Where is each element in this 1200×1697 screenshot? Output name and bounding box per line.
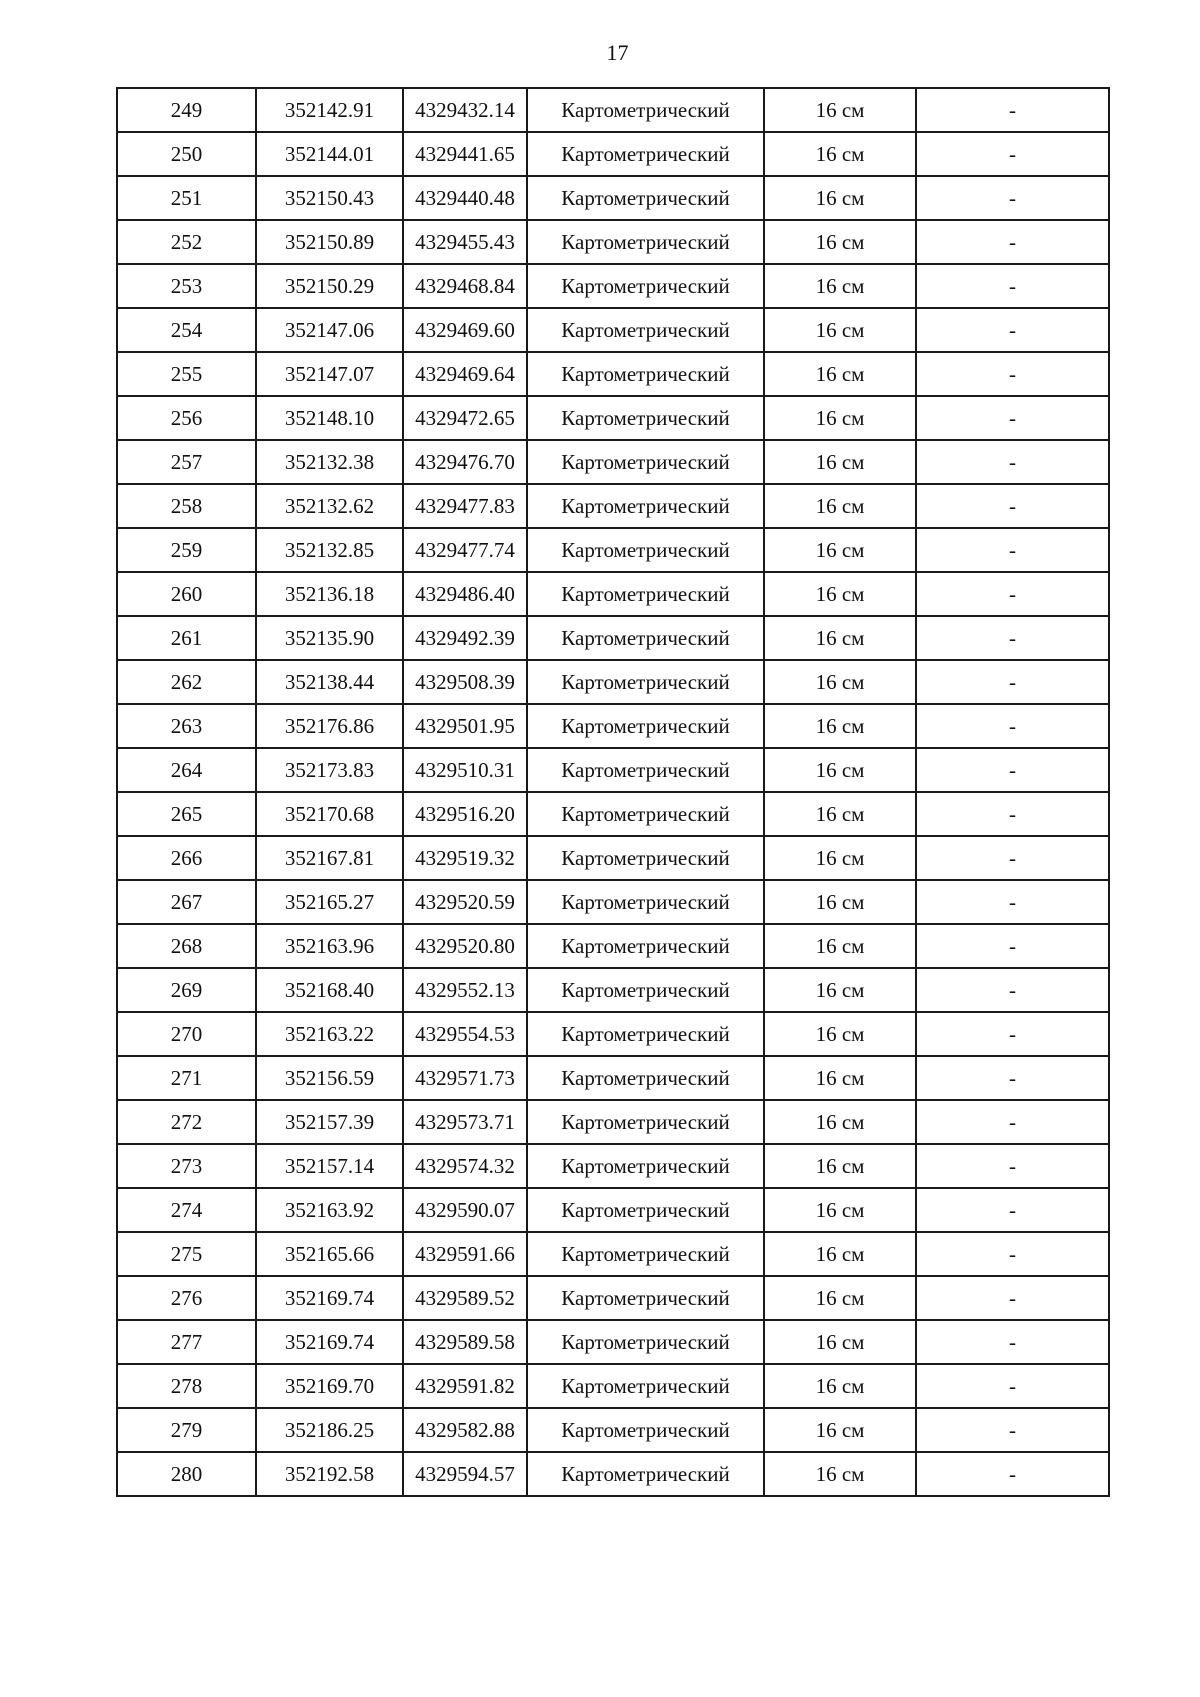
y-coordinate-cell: 4329591.82 (403, 1364, 527, 1408)
point-number-cell: 274 (117, 1188, 256, 1232)
point-number-cell: 254 (117, 308, 256, 352)
accuracy-cell: 16 см (764, 1012, 916, 1056)
x-coordinate-cell: 352163.22 (256, 1012, 403, 1056)
y-coordinate-cell: 4329477.83 (403, 484, 527, 528)
accuracy-cell: 16 см (764, 1056, 916, 1100)
note-cell: - (916, 1188, 1109, 1232)
accuracy-cell: 16 см (764, 704, 916, 748)
accuracy-cell: 16 см (764, 176, 916, 220)
point-number-cell: 270 (117, 1012, 256, 1056)
y-coordinate-cell: 4329441.65 (403, 132, 527, 176)
table-row (117, 88, 1109, 132)
point-number-cell: 262 (117, 660, 256, 704)
note-cell: - (916, 88, 1109, 132)
method-cell: Картометрический (527, 572, 764, 616)
method-cell: Картометрический (527, 1452, 764, 1496)
accuracy-cell: 16 см (764, 924, 916, 968)
note-cell: - (916, 836, 1109, 880)
y-coordinate-cell: 4329582.88 (403, 1408, 527, 1452)
table-row (117, 792, 1109, 836)
note-cell: - (916, 660, 1109, 704)
method-cell: Картометрический (527, 1320, 764, 1364)
table-row (117, 704, 1109, 748)
y-coordinate-cell: 4329516.20 (403, 792, 527, 836)
accuracy-cell: 16 см (764, 484, 916, 528)
y-coordinate-cell: 4329501.95 (403, 704, 527, 748)
x-coordinate-cell: 352163.92 (256, 1188, 403, 1232)
note-cell: - (916, 924, 1109, 968)
x-coordinate-cell: 352144.01 (256, 132, 403, 176)
y-coordinate-cell: 4329455.43 (403, 220, 527, 264)
x-coordinate-cell: 352167.81 (256, 836, 403, 880)
y-coordinate-cell: 4329589.58 (403, 1320, 527, 1364)
point-number-cell: 261 (117, 616, 256, 660)
accuracy-cell: 16 см (764, 880, 916, 924)
y-coordinate-cell: 4329508.39 (403, 660, 527, 704)
accuracy-cell: 16 см (764, 528, 916, 572)
accuracy-cell: 16 см (764, 1452, 916, 1496)
method-cell: Картометрический (527, 308, 764, 352)
point-number-cell: 266 (117, 836, 256, 880)
point-number-cell: 265 (117, 792, 256, 836)
x-coordinate-cell: 352147.07 (256, 352, 403, 396)
point-number-cell: 273 (117, 1144, 256, 1188)
x-coordinate-cell: 352136.18 (256, 572, 403, 616)
x-coordinate-cell: 352142.91 (256, 88, 403, 132)
method-cell: Картометрический (527, 528, 764, 572)
note-cell: - (916, 308, 1109, 352)
page-number: 17 (606, 40, 629, 65)
point-number-cell: 256 (117, 396, 256, 440)
x-coordinate-cell: 352170.68 (256, 792, 403, 836)
y-coordinate-cell: 4329554.53 (403, 1012, 527, 1056)
point-number-cell: 259 (117, 528, 256, 572)
table-row (117, 880, 1109, 924)
y-coordinate-cell: 4329594.57 (403, 1452, 527, 1496)
table-row (117, 1452, 1109, 1496)
method-cell: Картометрический (527, 836, 764, 880)
accuracy-cell: 16 см (764, 308, 916, 352)
point-number-cell: 271 (117, 1056, 256, 1100)
x-coordinate-cell: 352165.27 (256, 880, 403, 924)
method-cell: Картометрический (527, 1144, 764, 1188)
table-row (117, 1012, 1109, 1056)
method-cell: Картометрический (527, 264, 764, 308)
y-coordinate-cell: 4329472.65 (403, 396, 527, 440)
table-row (117, 484, 1109, 528)
note-cell: - (916, 1012, 1109, 1056)
accuracy-cell: 16 см (764, 396, 916, 440)
accuracy-cell: 16 см (764, 748, 916, 792)
accuracy-cell: 16 см (764, 352, 916, 396)
method-cell: Картометрический (527, 484, 764, 528)
method-cell: Картометрический (527, 616, 764, 660)
note-cell: - (916, 132, 1109, 176)
method-cell: Картометрический (527, 1012, 764, 1056)
y-coordinate-cell: 4329469.60 (403, 308, 527, 352)
y-coordinate-cell: 4329589.52 (403, 1276, 527, 1320)
x-coordinate-cell: 352163.96 (256, 924, 403, 968)
note-cell: - (916, 352, 1109, 396)
accuracy-cell: 16 см (764, 616, 916, 660)
x-coordinate-cell: 352169.74 (256, 1320, 403, 1364)
point-number-cell: 272 (117, 1100, 256, 1144)
note-cell: - (916, 484, 1109, 528)
accuracy-cell: 16 см (764, 220, 916, 264)
table-row (117, 924, 1109, 968)
method-cell: Картометрический (527, 1276, 764, 1320)
y-coordinate-cell: 4329492.39 (403, 616, 527, 660)
table-row (117, 616, 1109, 660)
y-coordinate-cell: 4329520.59 (403, 880, 527, 924)
table-row (117, 352, 1109, 396)
point-number-cell: 280 (117, 1452, 256, 1496)
y-coordinate-cell: 4329520.80 (403, 924, 527, 968)
point-number-cell: 251 (117, 176, 256, 220)
y-coordinate-cell: 4329469.64 (403, 352, 527, 396)
point-number-cell: 249 (117, 88, 256, 132)
point-number-cell: 255 (117, 352, 256, 396)
method-cell: Картометрический (527, 352, 764, 396)
x-coordinate-cell: 352148.10 (256, 396, 403, 440)
note-cell: - (916, 968, 1109, 1012)
table-row (117, 1408, 1109, 1452)
method-cell: Картометрический (527, 1364, 764, 1408)
point-number-cell: 250 (117, 132, 256, 176)
y-coordinate-cell: 4329440.48 (403, 176, 527, 220)
note-cell: - (916, 748, 1109, 792)
point-number-cell: 269 (117, 968, 256, 1012)
note-cell: - (916, 704, 1109, 748)
note-cell: - (916, 1232, 1109, 1276)
x-coordinate-cell: 352176.86 (256, 704, 403, 748)
y-coordinate-cell: 4329476.70 (403, 440, 527, 484)
method-cell: Картометрический (527, 220, 764, 264)
x-coordinate-cell: 352147.06 (256, 308, 403, 352)
method-cell: Картометрический (527, 704, 764, 748)
y-coordinate-cell: 4329486.40 (403, 572, 527, 616)
x-coordinate-cell: 352132.85 (256, 528, 403, 572)
note-cell: - (916, 1100, 1109, 1144)
note-cell: - (916, 880, 1109, 924)
accuracy-cell: 16 см (764, 1276, 916, 1320)
table-row (117, 308, 1109, 352)
note-cell: - (916, 1276, 1109, 1320)
method-cell: Картометрический (527, 1188, 764, 1232)
note-cell: - (916, 1408, 1109, 1452)
accuracy-cell: 16 см (764, 572, 916, 616)
table-row (117, 572, 1109, 616)
note-cell: - (916, 792, 1109, 836)
x-coordinate-cell: 352186.25 (256, 1408, 403, 1452)
method-cell: Картометрический (527, 88, 764, 132)
method-cell: Картометрический (527, 792, 764, 836)
accuracy-cell: 16 см (764, 1188, 916, 1232)
y-coordinate-cell: 4329519.32 (403, 836, 527, 880)
accuracy-cell: 16 см (764, 1408, 916, 1452)
y-coordinate-cell: 4329477.74 (403, 528, 527, 572)
method-cell: Картометрический (527, 968, 764, 1012)
note-cell: - (916, 528, 1109, 572)
table-row (117, 220, 1109, 264)
accuracy-cell: 16 см (764, 792, 916, 836)
note-cell: - (916, 1364, 1109, 1408)
x-coordinate-cell: 352135.90 (256, 616, 403, 660)
note-cell: - (916, 616, 1109, 660)
point-number-cell: 253 (117, 264, 256, 308)
method-cell: Картометрический (527, 880, 764, 924)
accuracy-cell: 16 см (764, 1364, 916, 1408)
accuracy-cell: 16 см (764, 1232, 916, 1276)
table-row (117, 1188, 1109, 1232)
table-row (117, 132, 1109, 176)
y-coordinate-cell: 4329432.14 (403, 88, 527, 132)
point-number-cell: 267 (117, 880, 256, 924)
point-number-cell: 258 (117, 484, 256, 528)
accuracy-cell: 16 см (764, 88, 916, 132)
point-number-cell: 252 (117, 220, 256, 264)
x-coordinate-cell: 352150.29 (256, 264, 403, 308)
table-row (117, 1144, 1109, 1188)
note-cell: - (916, 440, 1109, 484)
method-cell: Картометрический (527, 748, 764, 792)
table-row (117, 1364, 1109, 1408)
table-row (117, 1100, 1109, 1144)
table-row (117, 1232, 1109, 1276)
method-cell: Картометрический (527, 1232, 764, 1276)
note-cell: - (916, 1056, 1109, 1100)
x-coordinate-cell: 352192.58 (256, 1452, 403, 1496)
y-coordinate-cell: 4329510.31 (403, 748, 527, 792)
y-coordinate-cell: 4329552.13 (403, 968, 527, 1012)
table-row (117, 836, 1109, 880)
x-coordinate-cell: 352150.43 (256, 176, 403, 220)
table-row (117, 660, 1109, 704)
point-number-cell: 263 (117, 704, 256, 748)
note-cell: - (916, 1452, 1109, 1496)
note-cell: - (916, 1144, 1109, 1188)
table-row (117, 1056, 1109, 1100)
table-row (117, 1320, 1109, 1364)
point-number-cell: 279 (117, 1408, 256, 1452)
accuracy-cell: 16 см (764, 264, 916, 308)
x-coordinate-cell: 352169.74 (256, 1276, 403, 1320)
accuracy-cell: 16 см (764, 1320, 916, 1364)
x-coordinate-cell: 352132.62 (256, 484, 403, 528)
x-coordinate-cell: 352165.66 (256, 1232, 403, 1276)
point-number-cell: 278 (117, 1364, 256, 1408)
note-cell: - (916, 176, 1109, 220)
table-row (117, 440, 1109, 484)
x-coordinate-cell: 352169.70 (256, 1364, 403, 1408)
x-coordinate-cell: 352138.44 (256, 660, 403, 704)
table-row (117, 176, 1109, 220)
y-coordinate-cell: 4329571.73 (403, 1056, 527, 1100)
point-number-cell: 275 (117, 1232, 256, 1276)
table-body (117, 88, 1109, 1496)
y-coordinate-cell: 4329573.71 (403, 1100, 527, 1144)
point-number-cell: 260 (117, 572, 256, 616)
method-cell: Картометрический (527, 132, 764, 176)
method-cell: Картометрический (527, 176, 764, 220)
table-row (117, 396, 1109, 440)
x-coordinate-cell: 352157.39 (256, 1100, 403, 1144)
method-cell: Картометрический (527, 440, 764, 484)
accuracy-cell: 16 см (764, 968, 916, 1012)
point-number-cell: 268 (117, 924, 256, 968)
x-coordinate-cell: 352132.38 (256, 440, 403, 484)
method-cell: Картометрический (527, 1056, 764, 1100)
table-row (117, 1276, 1109, 1320)
point-number-cell: 264 (117, 748, 256, 792)
accuracy-cell: 16 см (764, 1144, 916, 1188)
accuracy-cell: 16 см (764, 1100, 916, 1144)
coordinates-table (116, 87, 1110, 1497)
method-cell: Картометрический (527, 1100, 764, 1144)
accuracy-cell: 16 см (764, 660, 916, 704)
x-coordinate-cell: 352150.89 (256, 220, 403, 264)
table-row (117, 968, 1109, 1012)
y-coordinate-cell: 4329590.07 (403, 1188, 527, 1232)
note-cell: - (916, 396, 1109, 440)
x-coordinate-cell: 352156.59 (256, 1056, 403, 1100)
method-cell: Картометрический (527, 1408, 764, 1452)
x-coordinate-cell: 352173.83 (256, 748, 403, 792)
note-cell: - (916, 264, 1109, 308)
accuracy-cell: 16 см (764, 132, 916, 176)
y-coordinate-cell: 4329574.32 (403, 1144, 527, 1188)
accuracy-cell: 16 см (764, 836, 916, 880)
method-cell: Картометрический (527, 396, 764, 440)
point-number-cell: 277 (117, 1320, 256, 1364)
note-cell: - (916, 572, 1109, 616)
accuracy-cell: 16 см (764, 440, 916, 484)
table-row (117, 748, 1109, 792)
note-cell: - (916, 1320, 1109, 1364)
note-cell: - (916, 220, 1109, 264)
y-coordinate-cell: 4329468.84 (403, 264, 527, 308)
point-number-cell: 257 (117, 440, 256, 484)
method-cell: Картометрический (527, 660, 764, 704)
table-row (117, 528, 1109, 572)
x-coordinate-cell: 352157.14 (256, 1144, 403, 1188)
point-number-cell: 276 (117, 1276, 256, 1320)
method-cell: Картометрический (527, 924, 764, 968)
y-coordinate-cell: 4329591.66 (403, 1232, 527, 1276)
x-coordinate-cell: 352168.40 (256, 968, 403, 1012)
table-row (117, 264, 1109, 308)
